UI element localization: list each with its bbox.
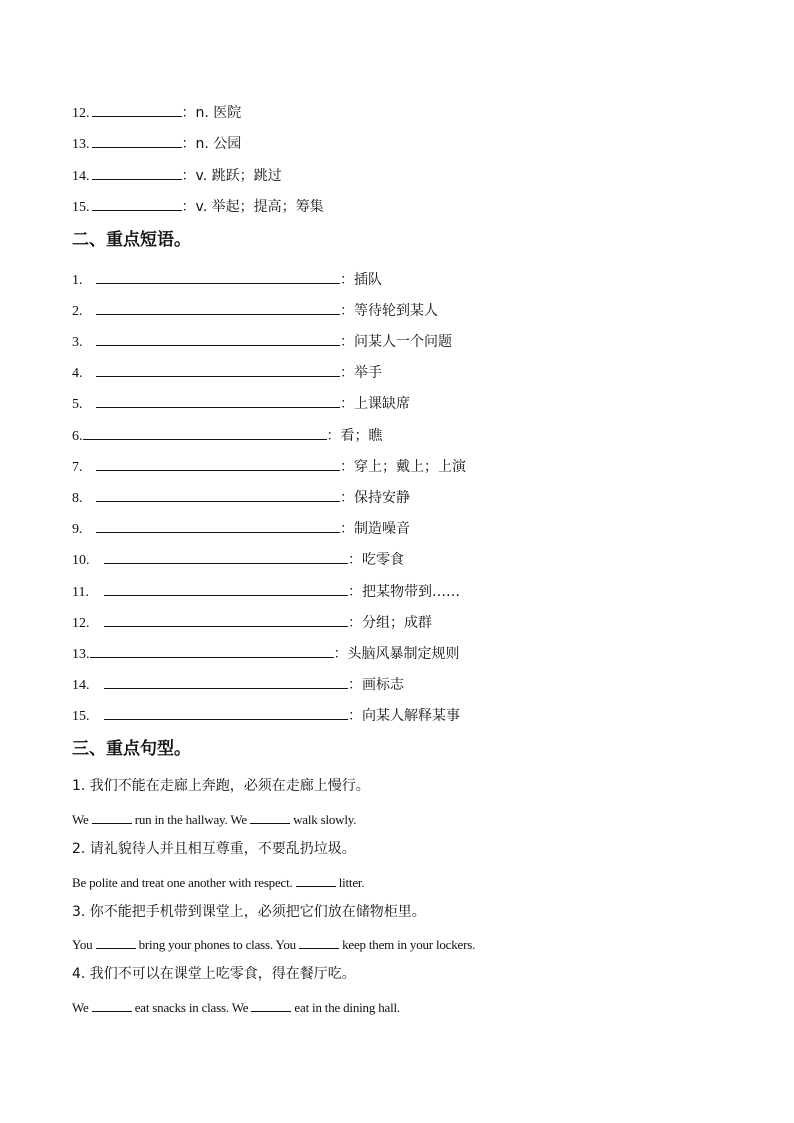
sentence-text: run in the hallway. We bbox=[131, 812, 251, 827]
answer-blank[interactable] bbox=[250, 809, 290, 824]
phrase-item bbox=[72, 643, 460, 664]
answer-blank[interactable] bbox=[104, 612, 348, 627]
item-meaning: v. 举起；提高；筹集 bbox=[195, 199, 324, 215]
answer-blank[interactable] bbox=[96, 518, 340, 533]
phrase-item bbox=[72, 612, 432, 633]
phrase-item bbox=[72, 674, 404, 695]
answer-blank[interactable] bbox=[96, 456, 340, 471]
answer-blank[interactable] bbox=[104, 581, 348, 596]
answer-blank[interactable] bbox=[296, 872, 336, 887]
answer-blank[interactable] bbox=[251, 997, 291, 1012]
answer-blank[interactable] bbox=[96, 331, 340, 346]
answer-blank[interactable] bbox=[92, 133, 182, 148]
separator: ： bbox=[181, 168, 196, 184]
item-meaning: ：画标志 bbox=[348, 677, 404, 693]
item-number: 6. bbox=[72, 429, 83, 444]
section-heading: 三、重点句型。 bbox=[72, 739, 191, 759]
sentence-text: We bbox=[72, 812, 92, 827]
phrase-item bbox=[72, 269, 382, 290]
item-number: 1. bbox=[72, 273, 83, 288]
item-meaning: ：制造噪音 bbox=[340, 521, 410, 537]
vocab-item bbox=[72, 133, 241, 154]
item-meaning: v. 跳跃；跳过 bbox=[195, 168, 282, 184]
phrase-item bbox=[72, 705, 460, 726]
sentence-text: litter. bbox=[335, 875, 365, 890]
item-meaning: ：向某人解释某事 bbox=[348, 708, 460, 724]
item-number: 10. bbox=[72, 553, 90, 568]
answer-blank[interactable] bbox=[92, 165, 182, 180]
answer-blank[interactable] bbox=[92, 997, 132, 1012]
item-meaning: ：穿上；戴上；上演 bbox=[340, 459, 466, 475]
sentence-answer-line bbox=[72, 934, 475, 954]
sentence-prompt: 2. 请礼貌待人并且相互尊重，不要乱扔垃圾。 bbox=[72, 841, 356, 857]
answer-blank[interactable] bbox=[90, 643, 334, 658]
item-meaning: ：等待轮到某人 bbox=[340, 303, 438, 319]
answer-blank[interactable] bbox=[96, 362, 340, 377]
answer-blank[interactable] bbox=[96, 934, 136, 949]
item-number: 12. bbox=[72, 106, 90, 121]
sentence-prompt: 3. 你不能把手机带到课堂上，必须把它们放在储物柜里。 bbox=[72, 904, 426, 920]
item-number: 11. bbox=[72, 585, 89, 600]
item-number: 3. bbox=[72, 335, 83, 350]
item-number: 15. bbox=[72, 200, 90, 215]
sentence-text: We bbox=[72, 1000, 92, 1015]
phrase-item bbox=[72, 487, 410, 508]
item-meaning: ：头脑风暴制定规则 bbox=[333, 646, 460, 662]
answer-blank[interactable] bbox=[92, 196, 182, 211]
item-meaning: ：插队 bbox=[340, 272, 382, 288]
section-heading: 二、重点短语。 bbox=[72, 230, 191, 250]
answer-blank[interactable] bbox=[104, 705, 348, 720]
phrase-item bbox=[72, 581, 460, 602]
item-number: 14. bbox=[72, 678, 90, 693]
answer-blank[interactable] bbox=[92, 809, 132, 824]
item-number: 15. bbox=[72, 709, 90, 724]
item-number: 13. bbox=[72, 647, 90, 662]
answer-blank[interactable] bbox=[104, 674, 348, 689]
item-meaning: n. 公园 bbox=[195, 136, 242, 152]
item-number: 13. bbox=[72, 137, 90, 152]
answer-blank[interactable] bbox=[96, 393, 340, 408]
item-meaning: ：分组；成群 bbox=[348, 615, 432, 631]
item-meaning: ：问某人一个问题 bbox=[340, 334, 452, 350]
answer-blank[interactable] bbox=[104, 549, 348, 564]
vocab-item bbox=[72, 196, 324, 217]
phrase-item bbox=[72, 456, 466, 477]
separator: ： bbox=[181, 136, 196, 152]
answer-blank[interactable] bbox=[96, 269, 340, 284]
sentence-text: eat snacks in class. We bbox=[131, 1000, 252, 1015]
answer-blank[interactable] bbox=[96, 487, 340, 502]
phrase-item bbox=[72, 425, 383, 446]
item-meaning: ：看；瞧 bbox=[326, 428, 383, 444]
sentence-text: You bbox=[72, 937, 96, 952]
sentence-answer-line bbox=[72, 872, 364, 892]
phrase-item bbox=[72, 300, 438, 321]
item-meaning: ：把某物带到…… bbox=[348, 584, 460, 600]
item-number: 14. bbox=[72, 169, 90, 184]
vocab-item bbox=[72, 102, 241, 123]
separator: ： bbox=[181, 199, 196, 215]
sentence-text: walk slowly. bbox=[290, 812, 357, 827]
item-number: 8. bbox=[72, 491, 83, 506]
answer-blank[interactable] bbox=[299, 934, 339, 949]
answer-blank[interactable] bbox=[83, 425, 327, 440]
phrase-item bbox=[72, 518, 410, 539]
phrase-item bbox=[72, 549, 404, 570]
item-number: 4. bbox=[72, 366, 83, 381]
phrase-item bbox=[72, 393, 410, 414]
item-number: 12. bbox=[72, 616, 90, 631]
item-meaning: ：举手 bbox=[340, 365, 382, 381]
sentence-text: keep them in your lockers. bbox=[339, 937, 476, 952]
sentence-prompt: 1. 我们不能在走廊上奔跑，必须在走廊上慢行。 bbox=[72, 778, 370, 794]
separator: ： bbox=[181, 105, 196, 121]
sentence-prompt: 4. 我们不可以在课堂上吃零食，得在餐厅吃。 bbox=[72, 966, 356, 982]
phrase-item bbox=[72, 331, 452, 352]
sentence-text: bring your phones to class. You bbox=[135, 937, 300, 952]
sentence-answer-line bbox=[72, 809, 356, 829]
sentence-answer-line bbox=[72, 997, 400, 1017]
item-meaning: ：吃零食 bbox=[348, 552, 404, 568]
item-number: 7. bbox=[72, 460, 83, 475]
item-number: 9. bbox=[72, 522, 83, 537]
sentence-text: Be polite and treat one another with respect. bbox=[72, 875, 296, 890]
item-number: 5. bbox=[72, 397, 83, 412]
answer-blank[interactable] bbox=[96, 300, 340, 315]
phrase-item bbox=[72, 362, 382, 383]
answer-blank[interactable] bbox=[92, 102, 182, 117]
item-meaning: ：保持安静 bbox=[340, 490, 410, 506]
vocab-item bbox=[72, 165, 282, 186]
item-number: 2. bbox=[72, 304, 83, 319]
item-meaning: ：上课缺席 bbox=[340, 396, 410, 412]
sentence-text: eat in the dining hall. bbox=[291, 1000, 400, 1015]
item-meaning: n. 医院 bbox=[195, 105, 242, 121]
